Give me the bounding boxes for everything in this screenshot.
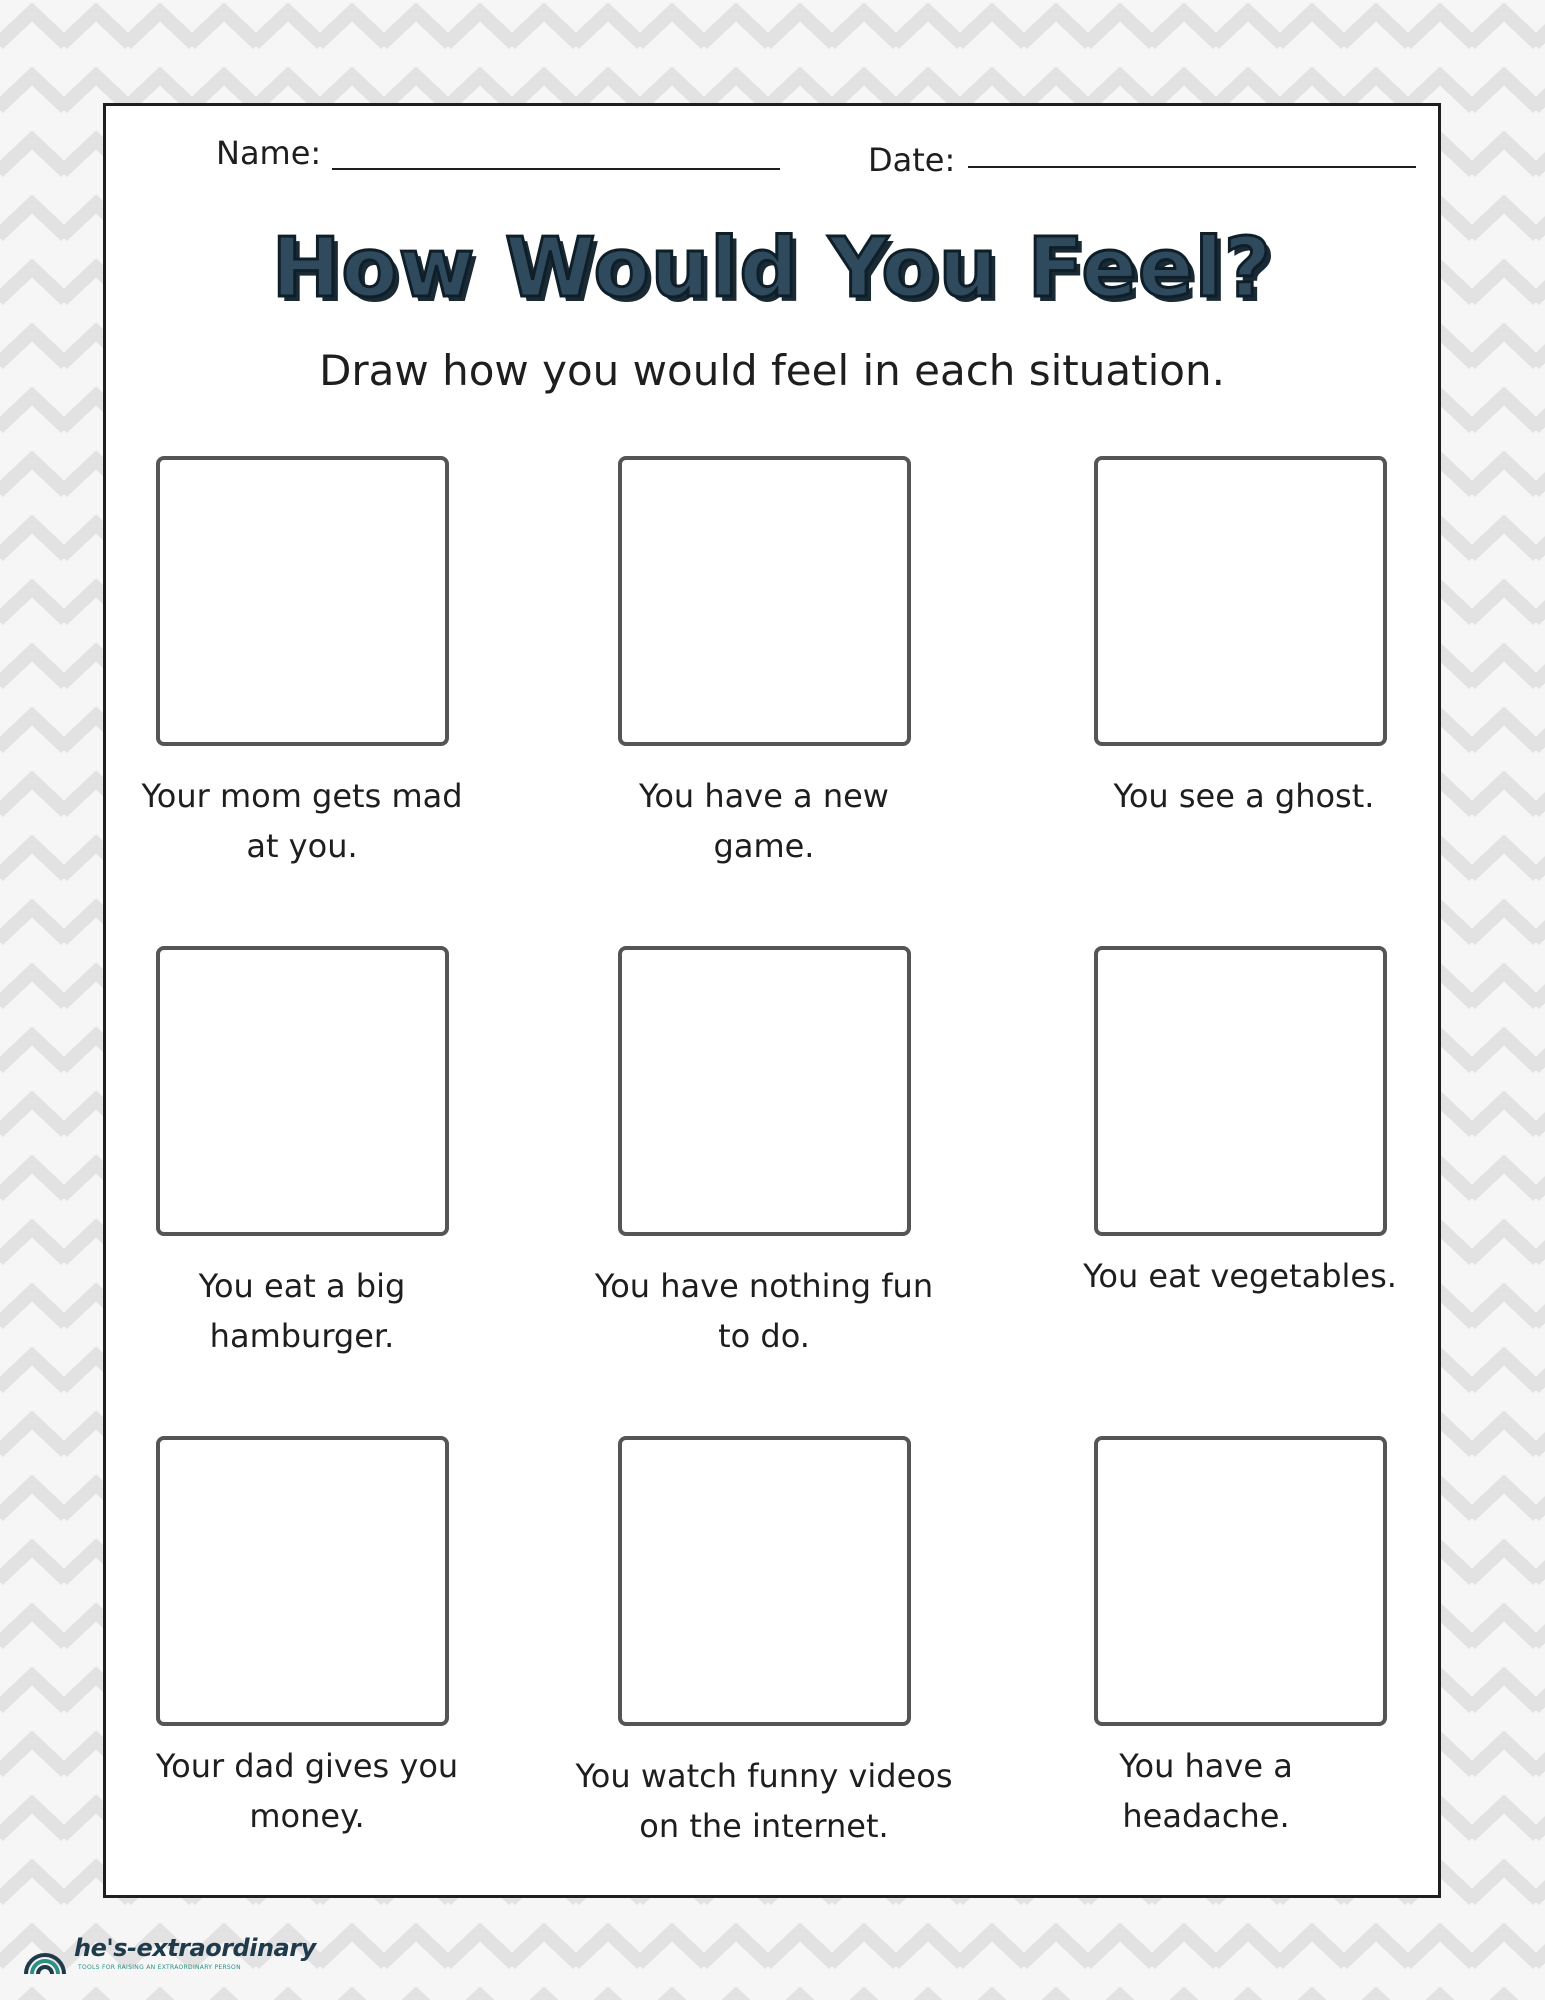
rainbow-icon <box>22 1934 68 1980</box>
situation-caption-1: Your mom gets mad at you. <box>141 777 463 865</box>
date-label: Date: <box>868 141 956 179</box>
situation-caption-9: You have a headache. <box>1119 1747 1293 1835</box>
drawing-box-6[interactable] <box>1094 946 1387 1236</box>
drawing-box-9[interactable] <box>1094 1436 1387 1726</box>
worksheet-page <box>103 103 1441 1898</box>
name-label: Name: <box>216 134 322 172</box>
drawing-box-7[interactable] <box>156 1436 449 1726</box>
brand-logo <box>22 1934 316 1980</box>
name-field[interactable] <box>332 168 780 170</box>
page-title: How Would You Feel? <box>271 221 1273 316</box>
drawing-box-5[interactable] <box>618 946 911 1236</box>
situation-caption-5: You have nothing fun to do. <box>594 1267 934 1355</box>
situation-caption-7: Your dad gives you money. <box>155 1747 459 1835</box>
brand-name: he's-extraordinary <box>74 1934 316 1962</box>
drawing-box-8[interactable] <box>618 1436 911 1726</box>
situation-caption-4: You eat a big hamburger. <box>198 1267 406 1355</box>
drawing-box-1[interactable] <box>156 456 449 746</box>
date-field[interactable] <box>968 166 1416 168</box>
situation-caption-2: You have a new game. <box>639 777 889 865</box>
drawing-box-2[interactable] <box>618 456 911 746</box>
situation-caption-3: You see a ghost. <box>1113 777 1375 815</box>
drawing-box-4[interactable] <box>156 946 449 1236</box>
brand-tagline: TOOLS FOR RAISING AN EXTRAORDINARY PERSON <box>78 1964 241 1971</box>
instructions: Draw how you would feel in each situation. <box>319 346 1225 395</box>
situation-caption-8: You watch funny videos on the internet. <box>575 1757 953 1845</box>
drawing-box-3[interactable] <box>1094 456 1387 746</box>
situation-caption-6: You eat vegetables. <box>1083 1257 1397 1295</box>
